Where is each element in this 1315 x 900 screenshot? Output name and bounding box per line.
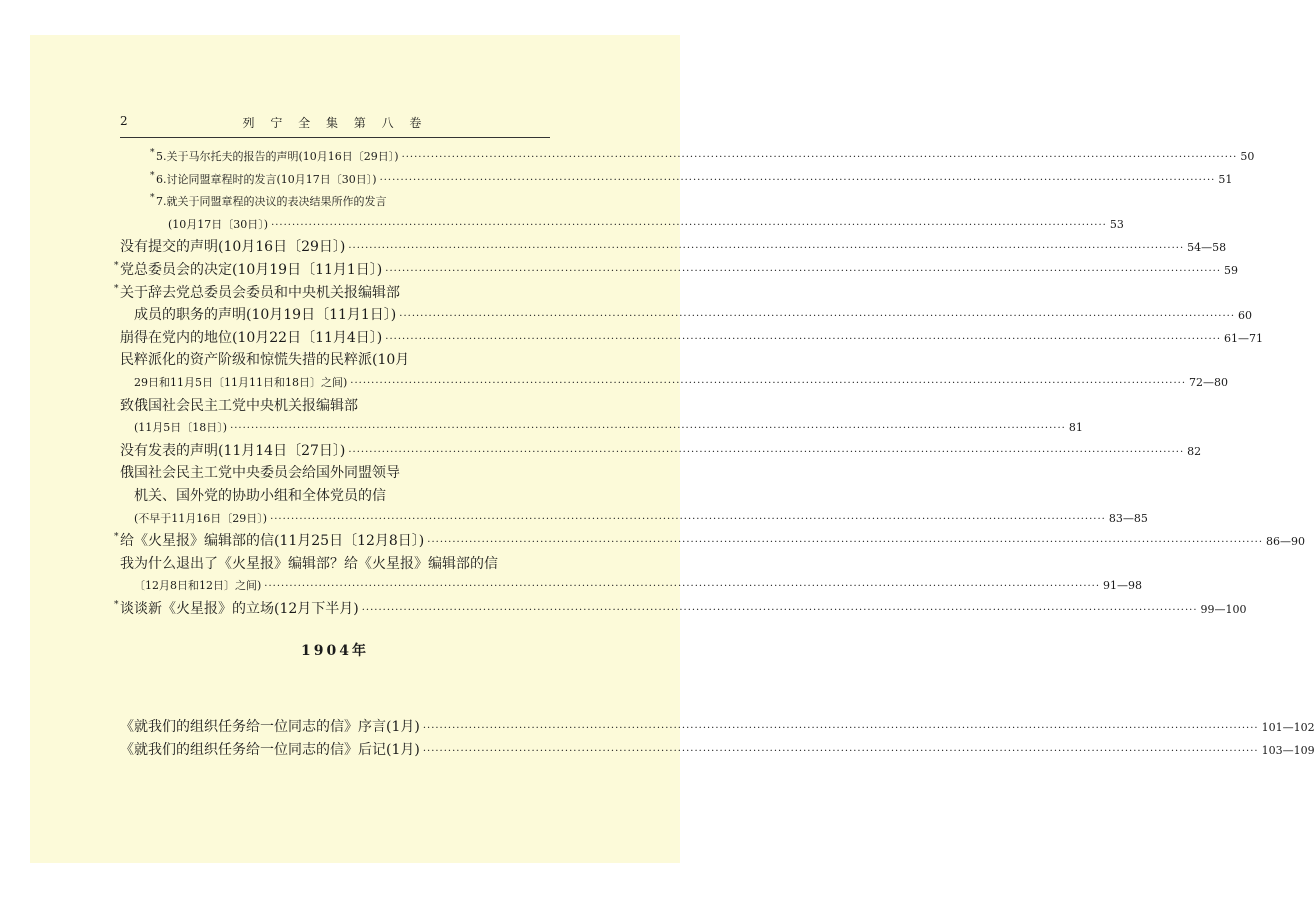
dot-leader: ········································································································································································································: [348, 446, 1185, 458]
toc-entry-pages: 91—98: [1103, 579, 1143, 593]
toc-entry: [120, 739, 1315, 762]
table-of-contents-1903: [114, 146, 1306, 620]
dot-leader: ········································································································································································································: [399, 311, 1236, 323]
toc-entry-title: 致俄国社会民主工党中央机关报编辑部: [120, 397, 358, 414]
toc-entry-title: 俄国社会民主工党中央委员会给国外同盟领导: [120, 465, 400, 482]
toc-entry: [120, 417, 1083, 440]
toc-entry-pages: 59: [1224, 263, 1239, 277]
toc-entry-pages: 60: [1238, 309, 1253, 323]
toc-entry-pages: 83—85: [1108, 511, 1148, 525]
toc-entry-title: 29日和11月5日〔11月11日和18日〕之间): [134, 375, 348, 389]
dot-leader: ········································································································································································································: [264, 581, 1101, 593]
toc-entry-pages: 81: [1068, 421, 1083, 435]
dot-leader: ········································································································································································································: [348, 243, 1185, 255]
toc-entry-title: 《就我们的组织任务给一位同志的信》后记(1月): [120, 741, 420, 758]
page-number: 2: [120, 114, 128, 128]
dot-leader: ········································································································································································································: [427, 537, 1264, 549]
toc-entry-title: 没有提交的声明(10月16日〔29日〕): [120, 239, 346, 256]
header-rule: [120, 137, 550, 138]
toc-entry-title: 6.讨论同盟章程时的发言(10月17日〔30日〕): [156, 172, 377, 186]
asterisk-mark: *: [150, 193, 155, 204]
dot-leader: ········································································································································································································: [385, 265, 1222, 277]
dot-leader: ········································································································································································································: [230, 423, 1066, 435]
asterisk-mark: *: [114, 260, 119, 271]
toc-entry: [120, 146, 1255, 169]
dot-leader: ········································································································································································································: [361, 604, 1198, 616]
toc-entry-pages: 103—109: [1261, 743, 1315, 757]
toc-entry: [120, 372, 1229, 395]
dot-leader: ········································································································································································································: [379, 174, 1216, 186]
toc-entry: [120, 304, 1253, 327]
toc-entry-title: 民粹派化的资产阶级和惊慌失措的民粹派(10月: [120, 352, 410, 369]
toc-entry-title: (11月5日〔18日〕): [134, 421, 228, 435]
toc-entry: [120, 349, 550, 372]
toc-entry-title: 〔12月8日和12日〕之间): [134, 579, 262, 593]
toc-entry: [120, 485, 550, 508]
toc-entry: [114, 282, 550, 305]
toc-entry-title: 《就我们的组织任务给一位同志的信》序言(1月): [120, 719, 420, 735]
toc-entry-title: 我为什么退出了《火星报》编辑部？给《火星报》编辑部的信: [120, 555, 498, 572]
toc-entry-pages: 99—100: [1200, 602, 1247, 616]
toc-entry-title: 7.就关于同盟章程的决议的表决结果所作的发言: [156, 195, 387, 209]
toc-entry: [120, 440, 1202, 463]
toc-entry-pages: 101—102: [1261, 721, 1315, 734]
asterisk-mark: *: [150, 170, 155, 181]
toc-entry-pages: 86—90: [1266, 535, 1306, 549]
running-title: 列 宁 全 集 第 八 卷: [242, 116, 428, 130]
table-of-contents-1904: [120, 716, 1315, 761]
running-header: [120, 114, 550, 134]
toc-entry: [120, 716, 1315, 739]
toc-entry: [114, 530, 1306, 553]
dot-leader: ········································································································································································································: [422, 745, 1259, 757]
toc-entry-title: 关于辞去党总委员会委员和中央机关报编辑部: [120, 284, 400, 301]
toc-entry: [120, 508, 1148, 531]
toc-entry-title: 机关、国外党的协助小组和全体党员的信: [134, 487, 386, 504]
toc-entry-title: 党总委员会的决定(10月19日〔11月1日〕): [120, 261, 383, 278]
dot-leader: ········································································································································································································: [401, 152, 1238, 163]
asterisk-mark: *: [114, 532, 119, 543]
toc-entry-pages: 50: [1240, 150, 1255, 163]
toc-entry-title: (不早于11月16日〔29日〕): [134, 511, 268, 525]
toc-entry: [120, 395, 550, 418]
toc-entry: [120, 191, 550, 214]
asterisk-mark: *: [114, 283, 119, 294]
toc-entry: [120, 575, 1143, 598]
toc-entry-title: 谈谈新《火星报》的立场(12月下半月): [120, 600, 359, 617]
year-heading: 1904年: [301, 643, 369, 659]
dot-leader: ········································································································································································································: [270, 513, 1106, 525]
toc-entry-title: 没有发表的声明(11月14日〔27日〕): [120, 442, 346, 459]
toc-entry: [120, 236, 1227, 259]
dot-leader: ········································································································································································································: [422, 723, 1259, 734]
toc-entry-title: (10月17日〔30日〕): [168, 217, 269, 231]
toc-entry-title: 成员的职务的声明(10月19日〔11月1日〕): [134, 307, 397, 324]
toc-entry-pages: 51: [1218, 172, 1233, 186]
toc-entry-pages: 61—71: [1224, 331, 1264, 345]
toc-entry-pages: 82: [1187, 444, 1202, 458]
asterisk-mark: *: [150, 148, 155, 158]
toc-entry-title: 给《火星报》编辑部的信(11月25日〔12月8日〕): [120, 533, 425, 550]
toc-entry: [114, 259, 1239, 282]
toc-entry-pages: 53: [1109, 217, 1124, 231]
dot-leader: ········································································································································································································: [385, 333, 1222, 345]
toc-entry-pages: 72—80: [1189, 375, 1229, 389]
toc-entry: [120, 553, 550, 576]
toc-entry: [120, 327, 1264, 350]
toc-entry: [120, 462, 550, 485]
toc-entry: [114, 598, 1247, 621]
toc-entry-title: 崩得在党内的地位(10月22日〔11月4日〕): [120, 329, 383, 346]
toc-entry-title: 5.关于马尔托夫的报告的声明(10月16日〔29日〕): [156, 150, 399, 163]
asterisk-mark: *: [114, 599, 119, 610]
dot-leader: ········································································································································································································: [271, 219, 1107, 231]
toc-entry: [120, 214, 1124, 237]
toc-entry: [120, 169, 1233, 192]
toc-entry-pages: 54—58: [1187, 241, 1227, 255]
dot-leader: ········································································································································································································: [350, 377, 1187, 389]
